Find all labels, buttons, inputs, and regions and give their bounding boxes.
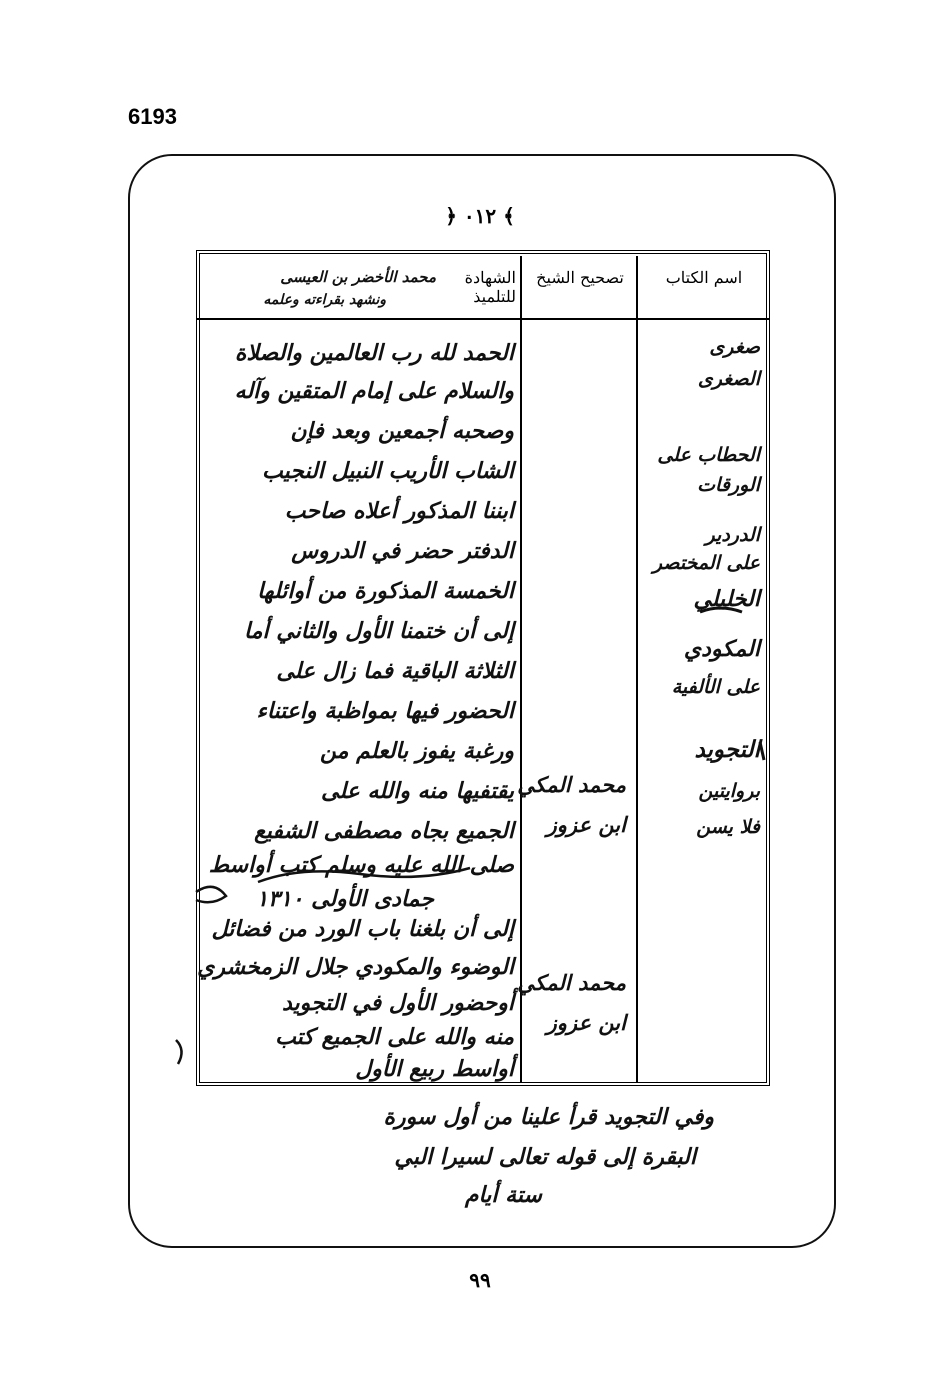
certificate-line: منه والله على الجميع كتب — [275, 1024, 514, 1050]
book-entry: التجويد — [694, 736, 760, 763]
book-entry: الدردير — [705, 524, 760, 546]
certificate-line: يقتفيها منه والله على — [321, 778, 514, 804]
certificate-date: جمادى الأولى ١٣١٠ — [256, 886, 434, 912]
bottom-note-line: البقرة إلى قوله تعالى لسيرا البي — [394, 1144, 696, 1170]
signature-flourish — [258, 868, 470, 882]
certificate-line: الدفتر حضر في الدروس — [291, 538, 514, 564]
certificate-line: الشاب الأريب النبيل النجيب — [262, 458, 514, 484]
certificate-line: إلى أن ختمنا الأول والثاني أما — [244, 618, 514, 644]
bottom-note-line: ستة أيام — [464, 1182, 542, 1208]
page-number: ٩٩ — [469, 1268, 491, 1292]
certificate-line: إلى أن بلغنا باب الورد من فضائل — [211, 916, 514, 942]
header-sheikh-correction: تصحيح الشيخ — [536, 268, 624, 287]
book-entry: فلا يسن — [696, 816, 760, 838]
certificate-line: أواسط ربيع الأول — [355, 1056, 514, 1082]
certificate-line: الحضور فيها بمواظبة واعتناء — [256, 698, 514, 724]
book-entry: صغرى — [709, 336, 760, 358]
certificate-line: الحمد لله رب العالمين والصلاة — [234, 340, 514, 366]
book-entry: الورقات — [697, 474, 760, 496]
book-entry: الحطاب على — [657, 444, 760, 466]
book-entry: الخليلي — [693, 586, 760, 612]
certificate-line: صلى الله عليه وسلم كتب أواسط — [208, 852, 514, 878]
header-certificate: الشهادة للتلميذ — [464, 268, 516, 306]
book-entry: على المختصر — [652, 552, 760, 574]
margin-mark — [760, 742, 764, 760]
page-id: 6193 — [128, 104, 177, 129]
underline-mark — [700, 608, 742, 612]
certificate-line: ابننا المذكور أعلاه صاحب — [284, 498, 514, 524]
book-entry: على الألفية — [671, 676, 760, 698]
certificate-line: أوحضور الأول في التجويد — [281, 990, 514, 1016]
book-entry: المكودي — [683, 636, 760, 662]
certificate-line: وصحبه أجمعين وبعد فإن — [290, 418, 514, 444]
student-name-line2: ونشهد بقراءته وعلمه — [263, 292, 386, 308]
book-entry: بروايتين — [698, 780, 760, 802]
sheikh-signature: ابن عزوز — [546, 1010, 626, 1035]
signature-flourish — [196, 887, 226, 902]
sheikh-signature: ابن عزوز — [546, 812, 626, 837]
student-name: محمد الأخضر بن العيسى — [280, 268, 436, 286]
certificate-line: الخمسة المذكورة من أوائلها — [257, 578, 514, 604]
sheikh-signature: محمد المكي — [517, 772, 626, 797]
bottom-note-line: وفي التجويد قرأ علينا من أول سورة — [383, 1104, 714, 1130]
certificate-line: الوضوء والمكودي جلال الزمخشري — [197, 954, 514, 980]
certificate-line: ورغبة يفوز بالعلم من — [319, 738, 514, 764]
sheikh-signature: محمد المكي — [517, 970, 626, 995]
book-entry: الصغرى — [697, 368, 760, 390]
form-number: ﴿ ٠١٢ ﴾ — [445, 204, 515, 228]
certificate-line: الجميع بجاه مصطفى الشفيع — [254, 818, 514, 844]
header-book-name: اسم الكتاب — [665, 268, 743, 287]
certificate-line: والسلام على إمام المتقين وآله — [234, 378, 514, 404]
margin-mark — [176, 1040, 182, 1064]
certificate-line: الثلاثة الباقية فما زال على — [276, 658, 514, 684]
